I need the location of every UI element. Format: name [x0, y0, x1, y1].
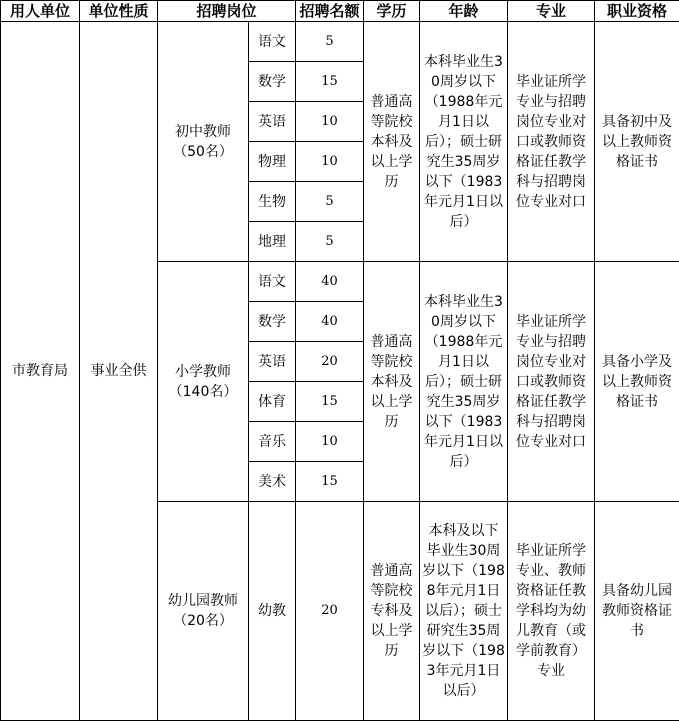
position-count: （50名） — [160, 142, 246, 162]
quota-cell: 15 — [296, 62, 364, 102]
header-education: 学历 — [364, 1, 420, 22]
major-cell: 毕业证所学专业与招聘岗位专业对口或教师资格证任教学科与招聘岗位专业对口 — [508, 22, 595, 262]
header-major: 专业 — [508, 1, 595, 22]
quota-cell: 5 — [296, 22, 364, 62]
header-nature: 单位性质 — [80, 1, 158, 22]
subject-cell: 物理 — [249, 142, 296, 182]
quota-cell: 15 — [296, 382, 364, 422]
quota-cell: 10 — [296, 102, 364, 142]
header-qualification: 职业资格 — [595, 1, 679, 22]
position-count: （140名） — [160, 382, 246, 402]
quota-cell: 40 — [296, 302, 364, 342]
quota-cell: 10 — [296, 422, 364, 462]
qualification-cell: 具备幼儿园教师资格证书 — [595, 502, 679, 721]
qualification-cell: 具备小学及以上教师资格证书 — [595, 262, 679, 502]
age-cell: 本科毕业生30周岁以下（1988年元月1日以后）；硕士研究生35周岁以下（1983年元月1日以后） — [420, 22, 508, 262]
subject-cell: 音乐 — [249, 422, 296, 462]
position-count: （20名） — [160, 611, 246, 631]
position-title: 幼儿园教师 — [160, 591, 246, 611]
education-cell: 普通高等院校专科及以上学历 — [364, 502, 420, 721]
header-row — [1, 1, 679, 22]
unit-cell: 市教育局 — [1, 22, 80, 721]
quota-cell: 15 — [296, 462, 364, 502]
position-title: 小学教师 — [160, 362, 246, 382]
header-age: 年龄 — [420, 1, 508, 22]
nature-cell: 事业全供 — [80, 22, 158, 721]
position-cell-kindergarten — [158, 502, 249, 721]
major-cell: 毕业证所学专业、教师资格证任教学科均为幼儿教育（或学前教育）专业 — [508, 502, 595, 721]
subject-cell: 数学 — [249, 62, 296, 102]
quota-cell: 5 — [296, 222, 364, 262]
quota-cell: 10 — [296, 142, 364, 182]
header-quota: 招聘名额 — [296, 1, 364, 22]
subject-cell: 地理 — [249, 222, 296, 262]
position-title: 初中教师 — [160, 122, 246, 142]
major-cell: 毕业证所学专业与招聘岗位专业对口或教师资格证任教学科与招聘岗位专业对口 — [508, 262, 595, 502]
age-cell: 本科及以下毕业生30周岁以下（1988年元月1日以后）；硕士研究生35周岁以下（1983年元月1日以后） — [420, 502, 508, 721]
age-cell: 本科毕业生30周岁以下（1988年元月1日以后）；硕士研究生35周岁以下（1983年元月1日以后） — [420, 262, 508, 502]
position-cell-primary — [158, 262, 249, 502]
subject-cell: 生物 — [249, 182, 296, 222]
subject-cell: 语文 — [249, 262, 296, 302]
quota-cell: 40 — [296, 262, 364, 302]
subject-cell: 英语 — [249, 102, 296, 142]
header-position: 招聘岗位 — [158, 1, 296, 22]
subject-cell: 语文 — [249, 22, 296, 62]
subject-cell: 美术 — [249, 462, 296, 502]
qualification-cell: 具备初中及以上教师资格证书 — [595, 22, 679, 262]
subject-cell: 体育 — [249, 382, 296, 422]
subject-cell: 英语 — [249, 342, 296, 382]
subject-cell: 数学 — [249, 302, 296, 342]
quota-cell: 5 — [296, 182, 364, 222]
education-cell: 普通高等院校本科及以上学历 — [364, 22, 420, 262]
quota-cell: 20 — [296, 342, 364, 382]
education-cell: 普通高等院校本科及以上学历 — [364, 262, 420, 502]
position-cell-junior — [158, 22, 249, 262]
quota-cell: 20 — [296, 502, 364, 721]
subject-cell: 幼教 — [249, 502, 296, 721]
header-unit: 用人单位 — [1, 1, 80, 22]
table-row — [1, 22, 679, 62]
